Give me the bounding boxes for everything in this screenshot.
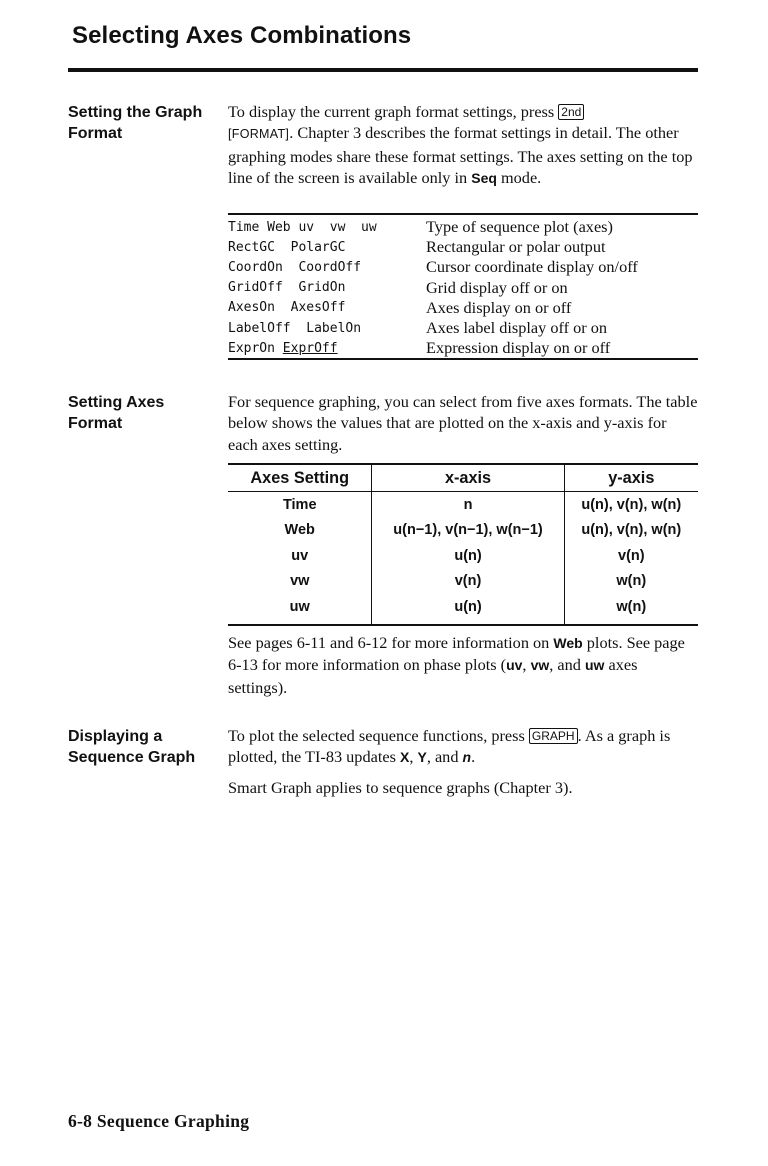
table-row (228, 298, 698, 318)
graph-format-paragraph: To display the current graph format settings, press 2nd [FORMAT]. Chapter 3 describes the format settings in detail. The other graphing modes share these format settings. The axes setting on the top line of the screen is available only in Seq mode. (228, 102, 693, 188)
table-row (228, 237, 698, 257)
cell-x-axis: v(n) (372, 569, 564, 595)
table-row (228, 492, 698, 518)
heading-setting-axes-format: Setting Axes Format (68, 394, 165, 432)
cell-axes-setting: uv (291, 547, 309, 564)
graph-key-icon: GRAPH (529, 728, 578, 744)
cell-x-axis: u(n) (372, 543, 564, 569)
cell-axes-setting: uw (228, 594, 372, 625)
page-title: Selecting Axes Combinations (72, 22, 412, 49)
table-row (228, 543, 698, 569)
table-row (228, 318, 698, 338)
heading-displaying-sequence-graph: Displaying a Sequence Graph (68, 728, 196, 766)
axes-settings-table (228, 463, 698, 626)
format-description: Cursor coordinate display on/off (426, 257, 638, 277)
format-description: Grid display off or on (426, 277, 568, 297)
cell-axes-setting: Time (282, 496, 317, 513)
format-setting: GridOff GridOn (228, 280, 346, 296)
format-setting: CoordOn CoordOff (228, 259, 362, 275)
cell-x-axis: u(n−1), v(n−1), w(n−1) (372, 518, 564, 544)
format-key-label: [FORMAT] (228, 127, 290, 142)
format-setting: ExprOn ExprOff (228, 340, 338, 356)
format-description: Expression display on or off (426, 338, 611, 358)
table-row (228, 338, 698, 358)
cell-y-axis: v(n) (618, 547, 645, 564)
format-description: Axes display on or off (426, 297, 572, 317)
table-row (228, 569, 698, 595)
cell-axes-setting: vw (290, 573, 310, 590)
heading-setting-graph-format: Setting the Graph Format (68, 104, 203, 142)
format-settings-table (228, 213, 698, 360)
displaying-paragraph: To plot the selected sequence functions, press GRAPH . As a graph is plotted, the TI-83 updates X, Y, and n. (228, 726, 671, 767)
page-footer: 6-8 Sequence Graphing (68, 1111, 250, 1131)
cell-y-axis: u(n), v(n), w(n) (581, 522, 682, 539)
smart-graph-paragraph: Smart Graph applies to sequence graphs (Chapter 3). (228, 778, 573, 797)
header-y-axis: y-axis (564, 464, 698, 492)
cell-axes-setting: Web (284, 522, 315, 539)
cell-y-axis: w(n) (616, 573, 647, 590)
format-description: Axes label display off or on (426, 318, 608, 338)
table-row (228, 217, 698, 237)
axes-note-paragraph: See pages 6-11 and 6-12 for more information on Web plots. See page 6-13 for more information on phase plots (uv, vw, and uw axes settings). (228, 633, 685, 697)
axes-format-intro: For sequence graphing, you can select from five axes formats. The table below shows the values that are plotted on the x-axis and y-axis for each axes setting. (228, 392, 698, 454)
cell-y-axis: u(n), v(n), w(n) (581, 496, 682, 513)
title-rule (68, 68, 698, 72)
cell-y-axis: w(n) (564, 594, 698, 625)
format-setting: Time Web uv vw uw (228, 219, 377, 235)
header-axes-setting: Axes Setting (228, 464, 372, 492)
format-description: Type of sequence plot (axes) (426, 217, 613, 237)
2nd-key-icon: 2nd (558, 104, 584, 120)
cell-x-axis: u(n) (372, 594, 564, 625)
table-header-row (228, 464, 698, 492)
table-row (228, 518, 698, 544)
format-setting: RectGC PolarGC (228, 239, 346, 255)
cell-x-axis: n (372, 492, 564, 518)
table-row (228, 278, 698, 298)
table-row (228, 257, 698, 277)
format-description: Rectangular or polar output (426, 237, 606, 257)
table-row (228, 594, 698, 625)
header-x-axis: x-axis (372, 464, 564, 492)
format-setting: LabelOff LabelOn (228, 320, 362, 336)
format-setting: AxesOn AxesOff (228, 300, 346, 316)
